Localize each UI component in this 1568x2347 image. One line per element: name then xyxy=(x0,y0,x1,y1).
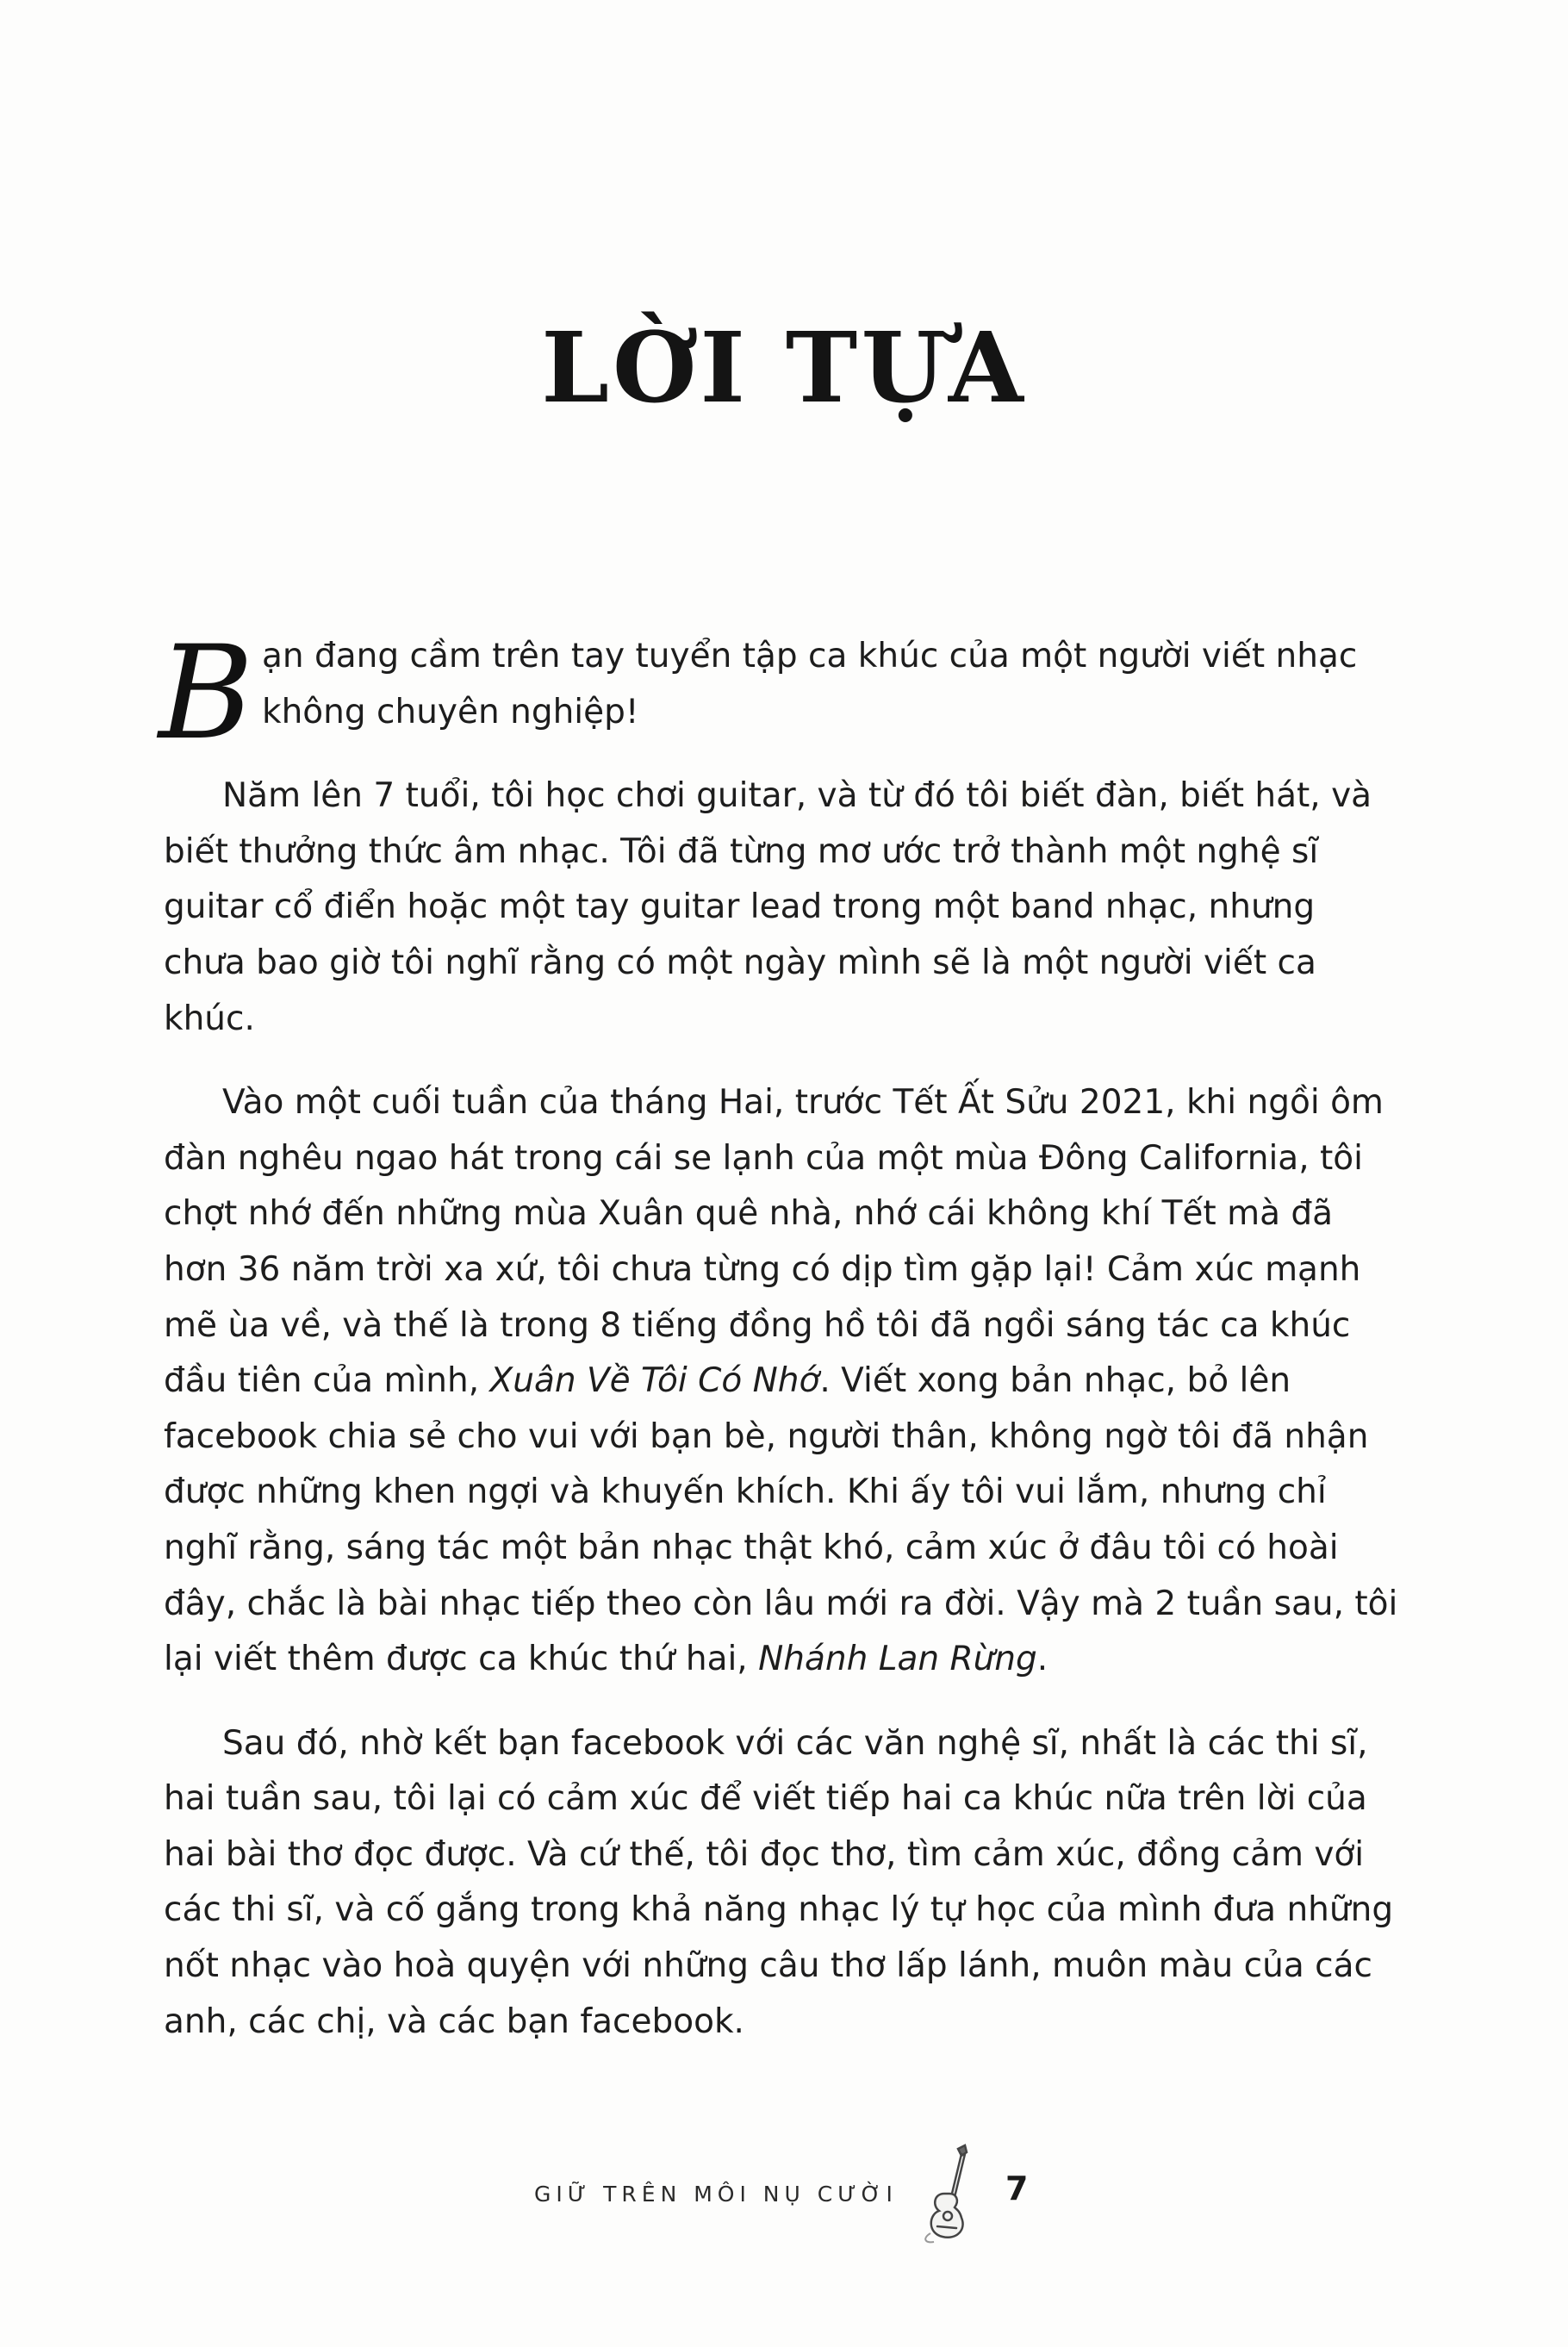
page-title: LỜI TỰA xyxy=(541,312,1027,425)
drop-cap: B xyxy=(159,619,254,769)
paragraph-3-text-c: . xyxy=(1036,1640,1048,1679)
body-text xyxy=(159,619,1404,2078)
paragraph-2: Năm lên 7 tuổi, tôi học chơi guitar, và từ đó tôi biết đàn, biết hát, và biết thưởng thức âm nhạc. Tôi đã từng mơ ước trở thành một nghệ sĩ guitar cổ điển hoặc một tay guitar lead trong một band nhạc, nhưng chưa bao giờ tôi nghĩ rằng có một ngày mình sẽ là một người viết ca khúc. xyxy=(164,776,1372,1038)
paragraph-3 xyxy=(164,1075,1404,1688)
guitar-icon xyxy=(913,2144,982,2247)
page-footer xyxy=(0,2144,1568,2247)
song-title-2: Nhánh Lan Rừng xyxy=(758,1640,1037,1679)
paragraph-4: Sau đó, nhờ kết bạn facebook với các văn nghệ sĩ, nhất là các thi sĩ, hai tuần sau, tôi lại có cảm xúc để viết tiếp hai ca khúc nữa trên lời của hai bài thơ đọc được. Và cứ thế, tôi đọc thơ, tìm cảm xúc, đồng cảm với các thi sĩ, và cố gắng trong khả năng nhạc lý tự học của mình đưa những nốt nhạc vào hoà quyện với những câu thơ lấp lánh, muôn màu của các anh, các chị, và các bạn facebook. xyxy=(164,1723,1394,2041)
running-title: GIỮ TRÊN MÔI NỤ CƯỜI xyxy=(534,2182,898,2207)
song-title-1: Xuân Về Tôi Có Nhớ xyxy=(489,1361,820,1401)
paragraph-1-text: ạn đang cầm trên tay tuyển tập ca khúc của một người viết nhạc không chuyên nghiệp! xyxy=(262,637,1358,731)
page-number: 7 xyxy=(1005,2170,1029,2207)
paragraph-1 xyxy=(159,619,1404,769)
paragraph-3-text-b: . Viết xong bản nhạc, bỏ lên facebook chia sẻ cho vui với bạn bè, người thân, không ngờ tôi đã nhận được những khen ngợi và khuyến khích. Khi ấy tôi vui lắm, nhưng chỉ nghĩ rằng, sáng tác một bản nhạc thật khó, cảm xúc ở đâu tôi có hoài đây, chắc là bài nhạc tiếp theo còn lâu mới ra đời. Vậy mà 2 tuần sau, tôi lại viết thêm được ca khúc thứ hai, xyxy=(164,1361,1398,1679)
paragraph-3-text-a: Vào một cuối tuần của tháng Hai, trước Tết Ất Sửu 2021, khi ngồi ôm đàn nghêu ngao hát trong cái se lạnh của một mùa Đông California, tôi chợt nhớ đến những mùa Xuân quê nhà, nhớ cái không khí Tết mà đã hơn 36 năm trời xa xứ, tôi chưa từng có dịp tìm gặp lại! Cảm xúc mạnh mẽ ùa về, và thế là trong 8 tiếng đồng hồ tôi đã ngồi sáng tác ca khúc đầu tiên của mình, xyxy=(164,1083,1384,1401)
